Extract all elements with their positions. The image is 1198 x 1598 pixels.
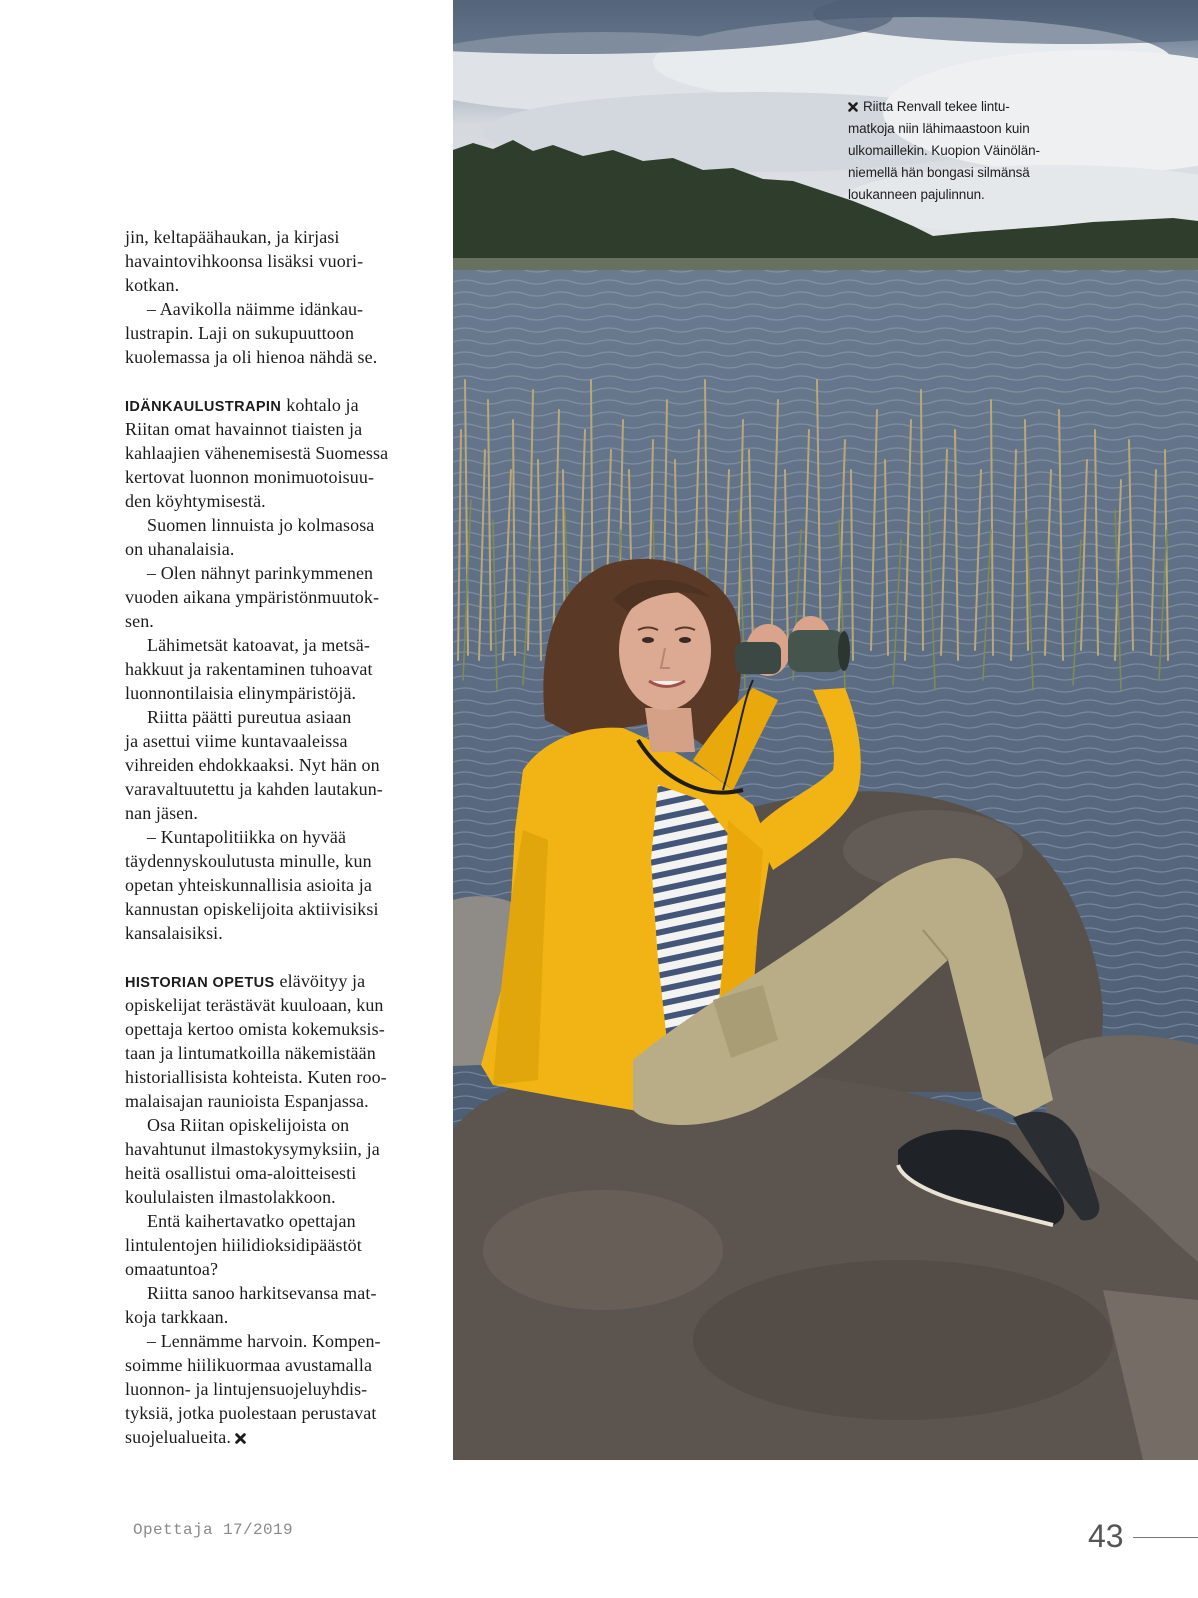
article-line: Riitta päätti pureutua asiaan xyxy=(147,707,352,727)
article-line: opetan yhteiskunnallisia asioita ja xyxy=(125,875,372,895)
caption-line: ulkomaillekin. Kuopion Väinölän- xyxy=(848,143,1040,158)
caption-text: Riitta Renvall tekee lintu- xyxy=(863,99,1010,114)
rock-texture xyxy=(693,1260,1113,1420)
caption-line: niemellä hän bongasi silmänsä xyxy=(848,165,1030,180)
article-line xyxy=(125,393,388,417)
paragraph-break xyxy=(125,369,388,393)
article-line: omaatuntoa? xyxy=(125,1259,219,1279)
article-line xyxy=(125,969,388,993)
page-number-rule xyxy=(1133,1537,1198,1538)
publication-issue: Opettaja 17/2019 xyxy=(133,1521,294,1539)
article-line: lintulentojen hiilidioksidipäästöt xyxy=(125,1235,362,1255)
caption-line xyxy=(848,96,1040,118)
article-line: hakkuut ja rakentaminen tuhoavat xyxy=(125,659,373,679)
article-line: jin, keltapäähaukan, ja kirjasi xyxy=(125,227,340,247)
article-line: vuoden aikana ympäristönmuutok- xyxy=(125,587,380,607)
article-line: taan ja lintumatkoilla näkemistään xyxy=(125,1043,376,1063)
section-lead: IDÄNKAULUSTRAPIN xyxy=(125,399,282,415)
article-line-text: elävöityy ja xyxy=(279,971,366,991)
article-line: – Olen nähnyt parinkymmenen xyxy=(147,563,374,583)
article-photo xyxy=(453,0,1198,1460)
article-line: havaintovihkoonsa lisäksi vuori- xyxy=(125,251,364,271)
article-line: den köyhtymisestä. xyxy=(125,491,266,511)
caption-line: matkoja niin lähimaastoon kuin xyxy=(848,121,1030,136)
article-line: Suomen linnuista jo kolmasosa xyxy=(147,515,375,535)
caption-line: loukanneen pajulinnun. xyxy=(848,187,985,202)
article-line: historiallisista kohteista. Kuten roo- xyxy=(125,1067,387,1087)
article-line: kahlaajien vähenemisestä Suomessa xyxy=(125,443,389,463)
article-line: opettaja kertoo omista kokemuksis- xyxy=(125,1019,385,1039)
article-line: Lähimetsät katoavat, ja metsä- xyxy=(147,635,370,655)
article-line: lustrapin. Laji on sukupuuttoon xyxy=(125,323,355,343)
x-mark-icon xyxy=(848,102,858,112)
article-line: tyksiä, jotka puolestaan perustavat xyxy=(125,1403,377,1423)
article-line: Entä kaihertavatko opettajan xyxy=(147,1211,356,1231)
eye xyxy=(642,637,654,643)
article-line: – Lennämme harvoin. Kompen- xyxy=(147,1331,381,1351)
rock-texture xyxy=(483,1190,723,1310)
article-line: soimme hiilikuormaa avustamalla xyxy=(125,1355,373,1375)
article-line: Riitta sanoo harkitsevansa mat- xyxy=(147,1283,377,1303)
article-line: vihreiden ehdokkaaksi. Nyt hän on xyxy=(125,755,380,775)
article-line: – Aavikolla näimme idänkau- xyxy=(147,299,364,319)
paragraph-break xyxy=(125,945,388,969)
article-line: kuolemassa ja oli hienoa nähdä se. xyxy=(125,347,378,367)
x-mark-icon xyxy=(235,1433,246,1444)
photo-caption xyxy=(848,96,1040,206)
article-line: opiskelijat terästävät kuuloaan, kun xyxy=(125,995,384,1015)
article-line: – Kuntapolitiikka on hyvää xyxy=(147,827,347,847)
article-line: luonnon- ja lintujensuojeluyhdis- xyxy=(125,1379,368,1399)
article-line: kansalaisiksi. xyxy=(125,923,223,943)
article-line: täydennyskoulutusta minulle, kun xyxy=(125,851,372,871)
article-line: koja tarkkaan. xyxy=(125,1307,229,1327)
article-line: Osa Riitan opiskelijoista on xyxy=(147,1115,350,1135)
article-line: kotkan. xyxy=(125,275,180,295)
article-line xyxy=(125,1425,388,1449)
article-line-text: kohtalo ja xyxy=(286,395,359,415)
article-line: on uhanalaisia. xyxy=(125,539,235,559)
article-line: kannustan opiskelijoita aktiivisiksi xyxy=(125,899,379,919)
far-shore xyxy=(453,258,1198,272)
article-line: koululaisten ilmastolakkoon. xyxy=(125,1187,336,1207)
article-line: havahtunut ilmastokysymyksiin, ja xyxy=(125,1139,380,1159)
article-line-text: suojelualueita. xyxy=(125,1427,231,1447)
article-line: varavaltuutettu ja kahden lautakun- xyxy=(125,779,383,799)
section-lead: HISTORIAN OPETUS xyxy=(125,975,275,991)
article-line: luonnontilaisia elinympäristöjä. xyxy=(125,683,357,703)
article-line: sen. xyxy=(125,611,154,631)
article-line: kertovat luonnon monimuotoisuu- xyxy=(125,467,375,487)
article-line: Riitan omat havainnot tiaisten ja xyxy=(125,419,363,439)
article-line: ja asettui viime kuntavaaleissa xyxy=(125,731,348,751)
photo-woman-with-binoculars-by-lake xyxy=(453,0,1198,1460)
page-number: 43 xyxy=(1088,1518,1124,1554)
article-text-column xyxy=(125,225,388,1449)
article-line: nan jäsen. xyxy=(125,803,198,823)
article-line: heitä osallistui oma-aloitteisesti xyxy=(125,1163,357,1183)
eye xyxy=(679,637,691,643)
neck xyxy=(645,708,695,752)
article-line: malaisajan raunioista Espanjassa. xyxy=(125,1091,369,1111)
